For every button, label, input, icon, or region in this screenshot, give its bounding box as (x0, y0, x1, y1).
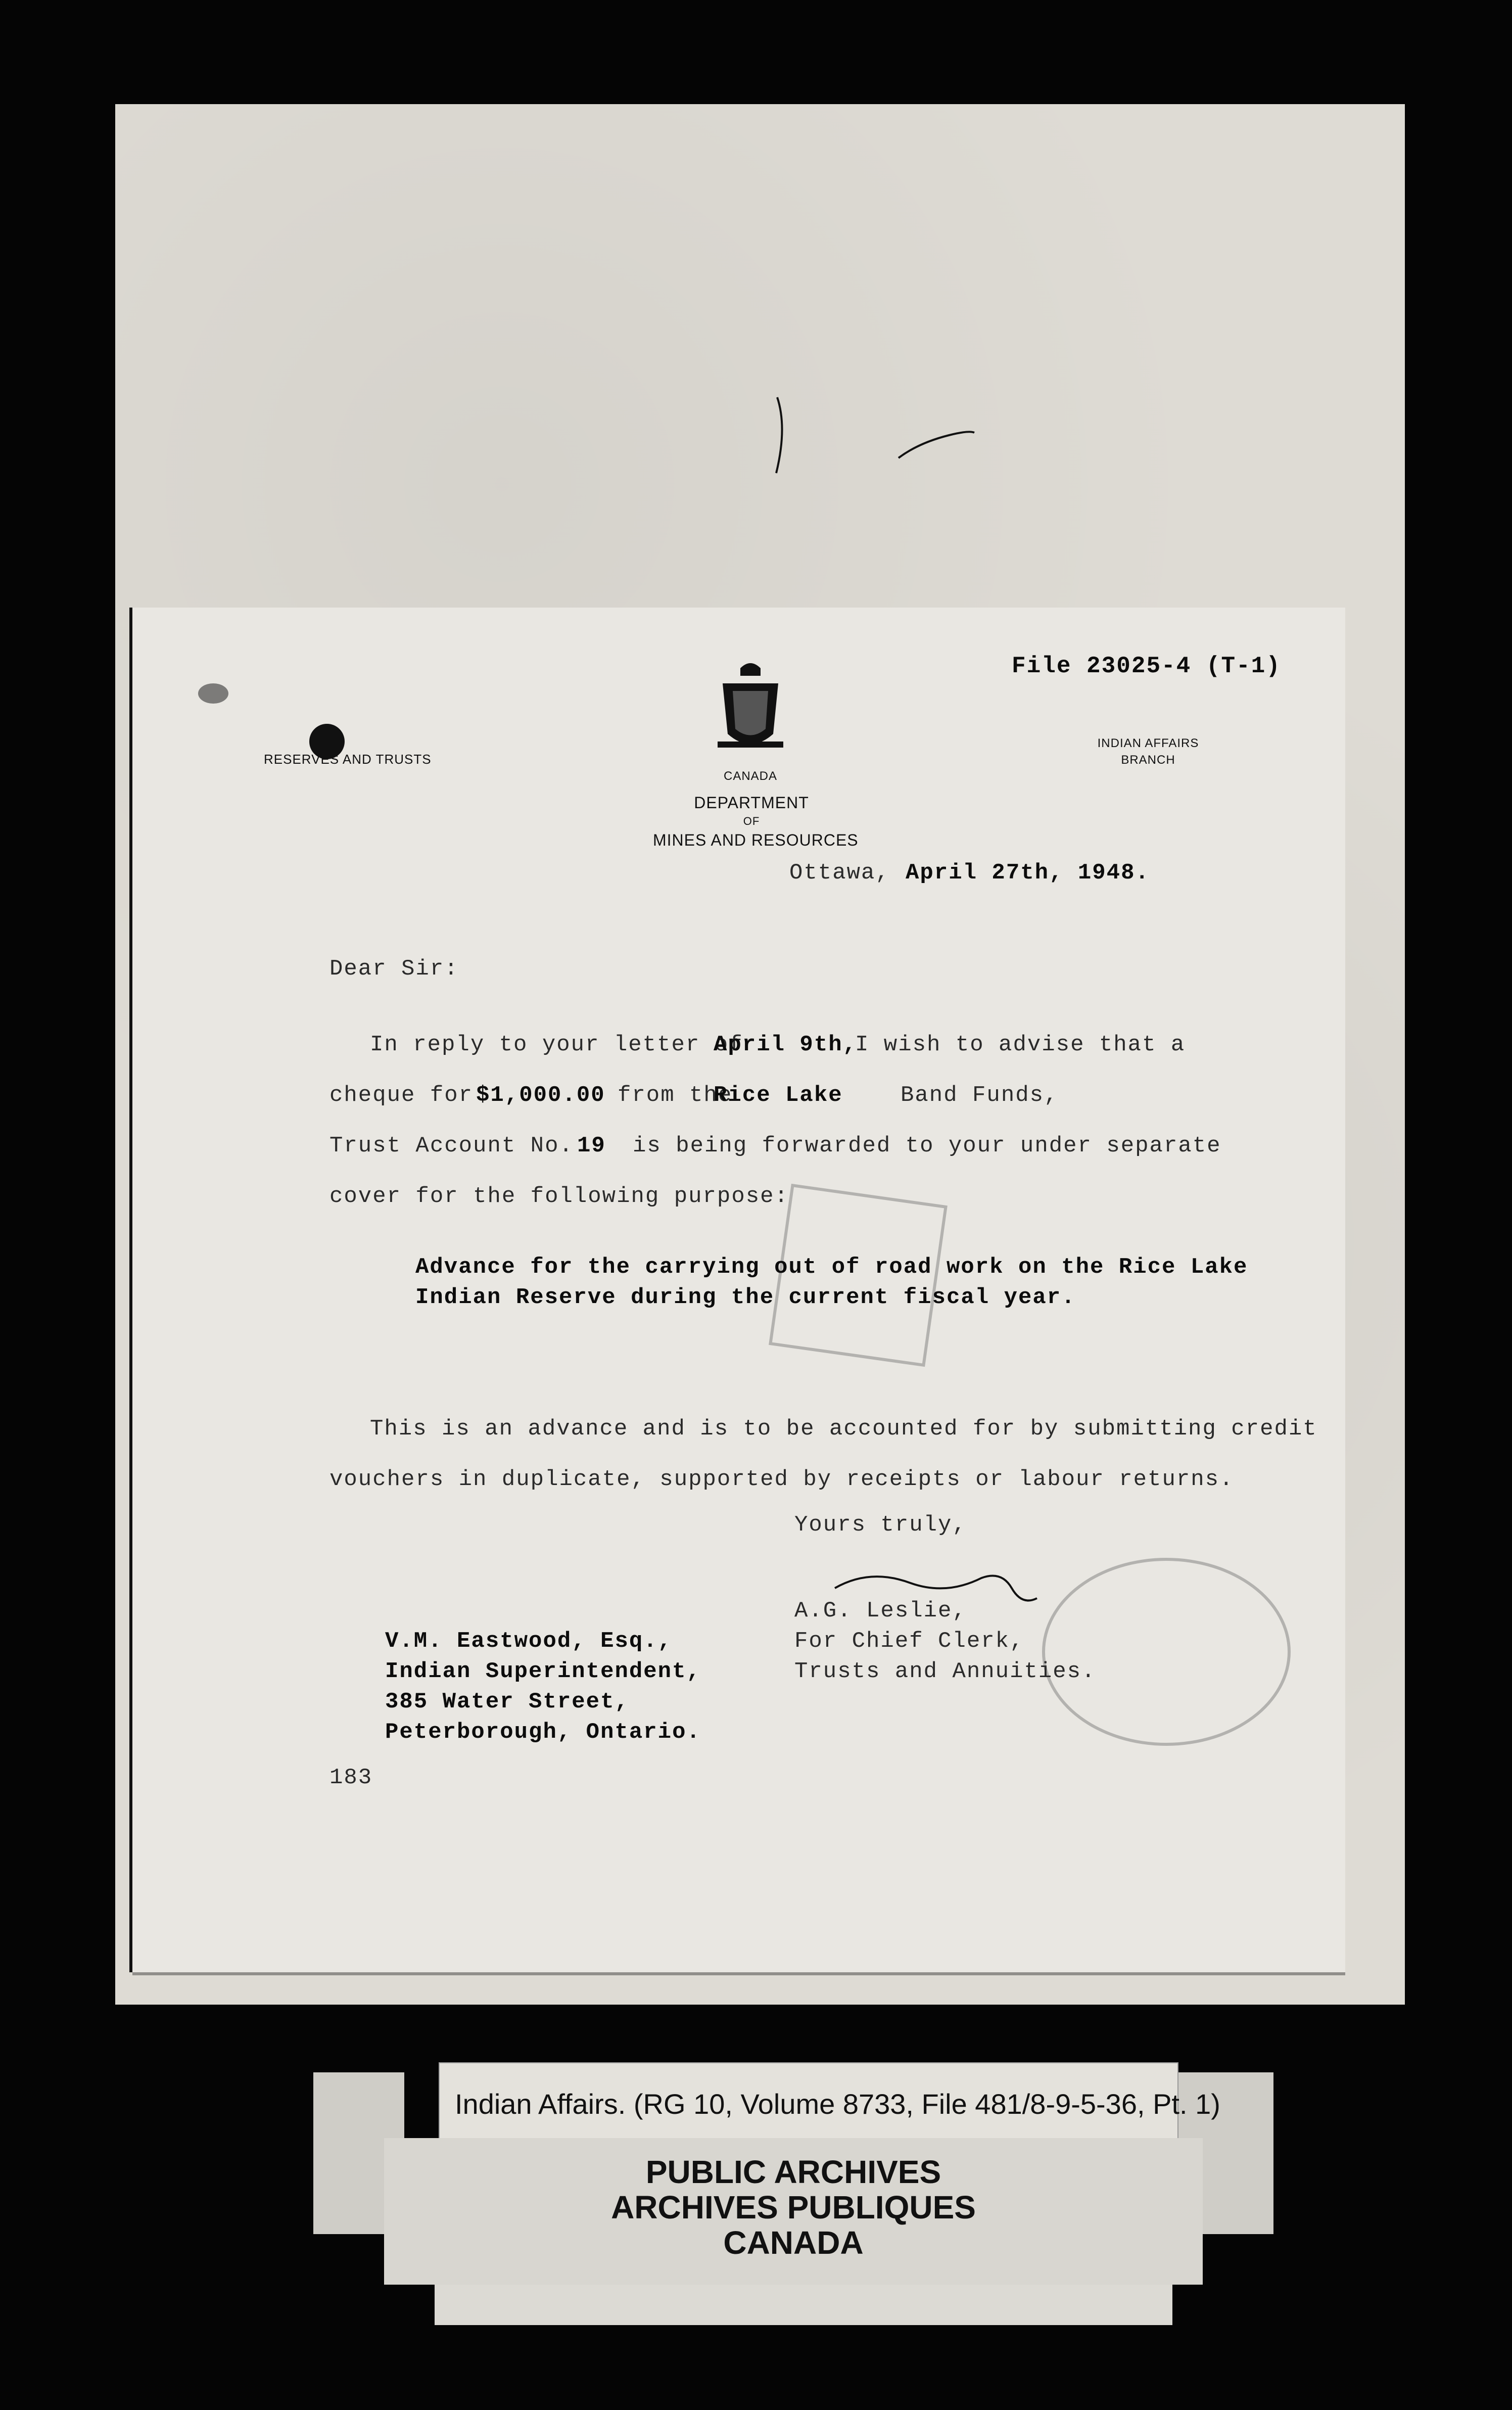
body-text: Trust Account No. (329, 1133, 574, 1158)
letter-page (132, 608, 1345, 1972)
purpose-line: Indian Reserve during the current fiscal year. (415, 1285, 1076, 1310)
signatory-line: A.G. Leslie, (794, 1598, 967, 1624)
letterhead-ministry: MINES AND RESOURCES (653, 831, 859, 849)
branch-left: RESERVES AND TRUSTS (264, 752, 432, 767)
body-text: In reply to your letter of (370, 1032, 743, 1057)
faded-stamp-oval (1042, 1558, 1291, 1746)
salutation: Dear Sir: (329, 956, 459, 982)
branch-right-2: BRANCH (1121, 753, 1175, 767)
signatory-line: For Chief Clerk, (794, 1629, 1024, 1654)
dateline-place: Ottawa, (789, 860, 890, 886)
archive-stamp-line: PUBLIC ARCHIVES (645, 2154, 941, 2190)
letterhead-department: DEPARTMENT (694, 794, 809, 812)
letterhead-of: OF (743, 815, 760, 827)
recipient-line: Indian Superintendent, (385, 1659, 701, 1684)
archive-label (439, 2062, 1220, 2149)
coat-of-arms-icon (713, 658, 788, 759)
body-text: I wish to advise that a (855, 1032, 1186, 1057)
file-reference: File 23025-4 (T-1) (1012, 653, 1281, 679)
body-text: This is an advance and is to be accounted for by submitting credit (370, 1416, 1317, 1442)
body-account-number: 19 (577, 1133, 606, 1158)
body-text: cover for the following purpose: (329, 1184, 789, 1209)
archive-stamp (384, 2138, 1203, 2285)
ink-stain (198, 683, 228, 704)
recipient-line: V.M. Eastwood, Esq., (385, 1629, 673, 1654)
body-amount: $1,000.00 (476, 1083, 605, 1108)
letterhead-country: CANADA (723, 769, 778, 783)
page-number: 183 (329, 1765, 373, 1790)
body-date: April 9th, (714, 1032, 858, 1057)
signatory-line: Trusts and Annuities. (794, 1659, 1096, 1684)
body-text: vouchers in duplicate, supported by receipts or labour returns. (329, 1467, 1234, 1492)
pen-mark (767, 387, 979, 488)
dateline-date: April 27th, 1948. (906, 860, 1150, 886)
archive-stamp-line: ARCHIVES PUBLIQUES (611, 2189, 976, 2226)
body-band: Rice Lake (714, 1083, 843, 1108)
bottom-strip (435, 2285, 1172, 2325)
body-text: cheque for (329, 1083, 474, 1108)
archive-reference: Indian Affairs. (RG 10, Volume 8733, File 481/8-9-5-36, Pt. 1) (455, 2088, 1220, 2120)
recipient-line: 385 Water Street, (385, 1689, 629, 1714)
body-text: Band Funds, (901, 1083, 1059, 1108)
body-text: from the (618, 1083, 733, 1108)
purpose-line: Advance for the carrying out of road work on the Rice Lake (415, 1255, 1248, 1280)
body-text: is being forwarded to your under separate (633, 1133, 1221, 1158)
closing: Yours truly, (794, 1512, 967, 1538)
branch-right-1: INDIAN AFFAIRS (1097, 736, 1199, 750)
archive-stamp-line: CANADA (723, 2224, 864, 2261)
recipient-line: Peterborough, Ontario. (385, 1720, 701, 1745)
